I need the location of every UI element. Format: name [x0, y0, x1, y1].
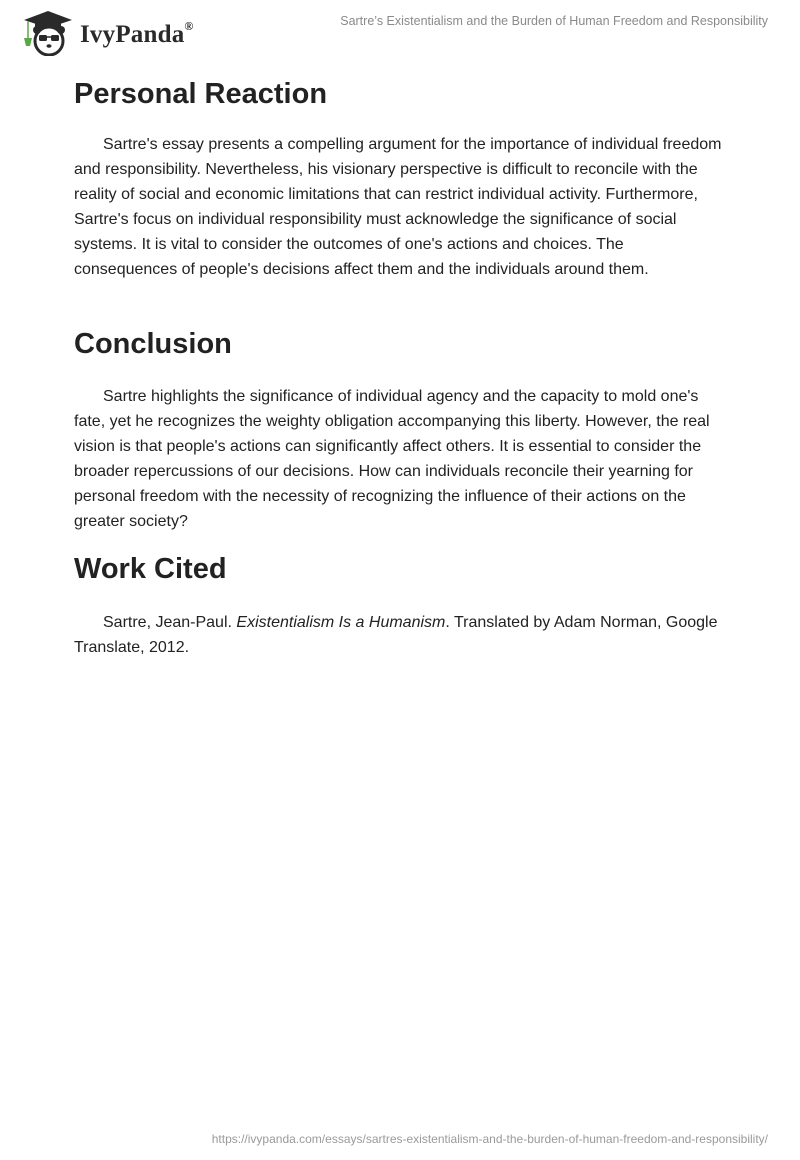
- citation-author: Sartre, Jean-Paul.: [103, 614, 237, 631]
- document-title: Sartre’s Existentialism and the Burden of Human Freedom and Responsibility: [340, 14, 768, 28]
- section-heading-work-cited: Work Cited: [74, 553, 227, 585]
- source-url[interactable]: https://ivypanda.com/essays/sartres-existentialism-and-the-burden-of-human-freedom-and-responsibility/: [211, 1132, 768, 1146]
- section-heading-conclusion: Conclusion: [74, 328, 232, 360]
- brand-name: IvyPanda®: [80, 19, 194, 48]
- section-heading-personal-reaction: Personal Reaction: [74, 78, 328, 110]
- citation-title: Existentialism Is a Humanism: [236, 614, 446, 631]
- citation-entry: [74, 610, 724, 660]
- page-header: [0, 0, 800, 60]
- panda-graduate-icon: [18, 8, 78, 56]
- section-body-personal-reaction: Sartre's essay presents a compelling argument for the importance of individual freedom and responsibility. Nevertheless, his visionary perspective is difficult to reconcile with the reality of social and economic limitations that can restrict individual activity. Furthermore, Sartre's focus on individual responsibility must acknowledge the significance of social systems. It is vital to consider the outcomes of one's actions and choices. The consequences of people's decisions affect them and the individuals around them.: [74, 136, 722, 278]
- section-body-conclusion: Sartre highlights the significance of individual agency and the capacity to mold one's fate, yet he recognizes the weighty obligation accompanying this liberty. However, the real vision is that people's actions can significantly affect others. It is essential to consider the broader repercussions of our decisions. How can individuals reconcile their yearning for personal freedom with the necessity of recognizing the influence of their actions on the greater society?: [74, 388, 710, 530]
- citation-details: . Translated by Adam Norman, Google Translate, 2012.: [74, 614, 718, 656]
- ivypanda-logo[interactable]: [18, 8, 194, 56]
